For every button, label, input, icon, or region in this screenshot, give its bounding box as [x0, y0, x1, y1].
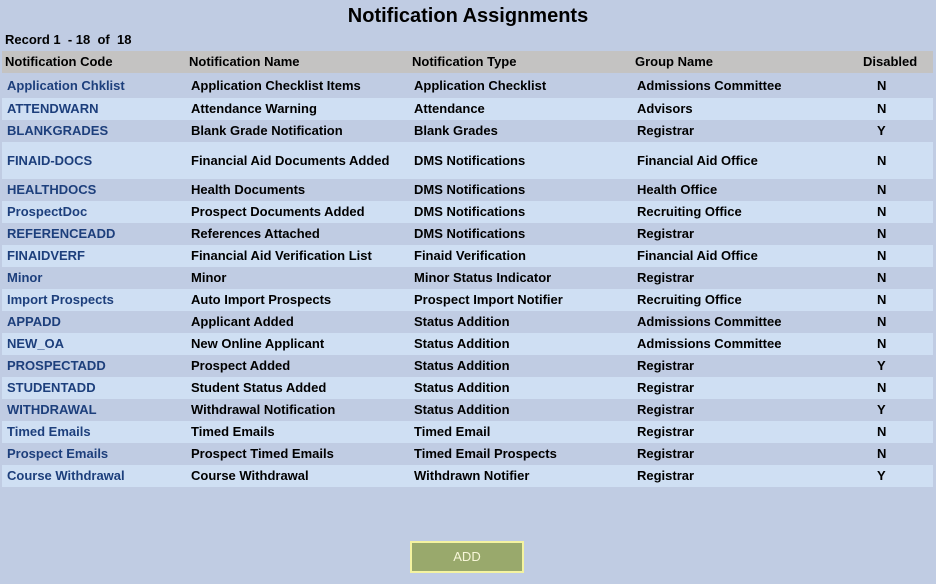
notification-type-cell: Blank Grades: [409, 120, 632, 142]
record-count: Record 1 - 18 of 18: [5, 32, 132, 47]
page-title: Notification Assignments: [347, 5, 589, 27]
table-row: [2, 120, 933, 142]
group-name-cell: Financial Aid Office: [632, 142, 853, 179]
group-name-cell: Registrar: [632, 120, 853, 142]
notification-type-cell: Application Checklist: [409, 73, 632, 98]
notification-type-cell: Prospect Import Notifier: [409, 289, 632, 311]
notification-code-link[interactable]: STUDENTADD: [2, 377, 186, 399]
notification-code-link[interactable]: Import Prospects: [2, 289, 186, 311]
table-row: [2, 443, 933, 465]
notification-name-cell: Auto Import Prospects: [186, 289, 409, 311]
group-name-cell: Admissions Committee: [632, 73, 853, 98]
notification-table: [2, 51, 933, 487]
disabled-flag-cell: N: [853, 245, 933, 267]
column-header-name[interactable]: Notification Name: [186, 51, 409, 73]
disabled-flag-cell: Y: [853, 120, 933, 142]
group-name-cell: Recruiting Office: [632, 289, 853, 311]
disabled-flag-cell: N: [853, 289, 933, 311]
notification-name-cell: Applicant Added: [186, 311, 409, 333]
column-header-type[interactable]: Notification Type: [409, 51, 632, 73]
notification-name-cell: References Attached: [186, 223, 409, 245]
notification-code-link[interactable]: REFERENCEADD: [2, 223, 186, 245]
table-row: [2, 142, 933, 179]
group-name-cell: Health Office: [632, 179, 853, 201]
table-row: [2, 333, 933, 355]
table-row: [2, 201, 933, 223]
notification-type-cell: Timed Email: [409, 421, 632, 443]
notification-name-cell: Application Checklist Items: [186, 73, 409, 98]
notification-type-cell: DMS Notifications: [409, 179, 632, 201]
notification-type-cell: Withdrawn Notifier: [409, 465, 632, 487]
notification-name-cell: New Online Applicant: [186, 333, 409, 355]
disabled-flag-cell: N: [853, 179, 933, 201]
notification-name-cell: Minor: [186, 267, 409, 289]
table-row: [2, 311, 933, 333]
notification-type-cell: Timed Email Prospects: [409, 443, 632, 465]
notification-type-cell: Status Addition: [409, 311, 632, 333]
group-name-cell: Registrar: [632, 399, 853, 421]
column-header-disabled[interactable]: Disabled: [853, 51, 933, 73]
disabled-flag-cell: Y: [853, 355, 933, 377]
table-row: [2, 223, 933, 245]
notification-code-link[interactable]: WITHDRAWAL: [2, 399, 186, 421]
notification-type-cell: Status Addition: [409, 377, 632, 399]
notification-type-cell: DMS Notifications: [409, 142, 632, 179]
notification-code-link[interactable]: ATTENDWARN: [2, 98, 186, 120]
notification-name-cell: Blank Grade Notification: [186, 120, 409, 142]
notification-code-link[interactable]: HEALTHDOCS: [2, 179, 186, 201]
table-row: [2, 98, 933, 120]
group-name-cell: Admissions Committee: [632, 311, 853, 333]
disabled-flag-cell: N: [853, 201, 933, 223]
table-header-row: [2, 51, 933, 73]
table-row: [2, 355, 933, 377]
notification-name-cell: Health Documents: [186, 179, 409, 201]
group-name-cell: Registrar: [632, 377, 853, 399]
disabled-flag-cell: N: [853, 223, 933, 245]
table-row: [2, 377, 933, 399]
group-name-cell: Registrar: [632, 443, 853, 465]
table-row: [2, 179, 933, 201]
disabled-flag-cell: N: [853, 142, 933, 179]
table-row: [2, 73, 933, 98]
notification-name-cell: Financial Aid Verification List: [186, 245, 409, 267]
disabled-flag-cell: N: [853, 267, 933, 289]
notification-type-cell: DMS Notifications: [409, 201, 632, 223]
table-row: [2, 245, 933, 267]
table-row: [2, 465, 933, 487]
group-name-cell: Admissions Committee: [632, 333, 853, 355]
notification-name-cell: Course Withdrawal: [186, 465, 409, 487]
notification-code-link[interactable]: NEW_OA: [2, 333, 186, 355]
notification-code-link[interactable]: PROSPECTADD: [2, 355, 186, 377]
disabled-flag-cell: N: [853, 311, 933, 333]
group-name-cell: Registrar: [632, 465, 853, 487]
disabled-flag-cell: N: [853, 98, 933, 120]
table-row: [2, 421, 933, 443]
notification-type-cell: Minor Status Indicator: [409, 267, 632, 289]
column-header-code[interactable]: Notification Code: [2, 51, 186, 73]
disabled-flag-cell: N: [853, 73, 933, 98]
notification-type-cell: Status Addition: [409, 333, 632, 355]
group-name-cell: Registrar: [632, 267, 853, 289]
group-name-cell: Registrar: [632, 223, 853, 245]
group-name-cell: Recruiting Office: [632, 201, 853, 223]
add-button[interactable]: ADD: [410, 541, 524, 573]
notification-name-cell: Withdrawal Notification: [186, 399, 409, 421]
disabled-flag-cell: N: [853, 443, 933, 465]
notification-name-cell: Prospect Documents Added: [186, 201, 409, 223]
notification-name-cell: Student Status Added: [186, 377, 409, 399]
notification-type-cell: DMS Notifications: [409, 223, 632, 245]
group-name-cell: Registrar: [632, 355, 853, 377]
notification-code-link[interactable]: Course Withdrawal: [2, 465, 186, 487]
table-row: [2, 289, 933, 311]
notification-name-cell: Financial Aid Documents Added: [186, 142, 409, 179]
notification-code-link[interactable]: FINAID-DOCS: [2, 142, 186, 179]
disabled-flag-cell: N: [853, 421, 933, 443]
table-row: [2, 399, 933, 421]
disabled-flag-cell: Y: [853, 399, 933, 421]
notification-name-cell: Timed Emails: [186, 421, 409, 443]
notification-code-link[interactable]: BLANKGRADES: [2, 120, 186, 142]
disabled-flag-cell: N: [853, 333, 933, 355]
notification-code-link[interactable]: ProspectDoc: [2, 201, 186, 223]
notification-type-cell: Attendance: [409, 98, 632, 120]
notification-code-link[interactable]: Minor: [2, 267, 186, 289]
notification-code-link[interactable]: Timed Emails: [2, 421, 186, 443]
notification-name-cell: Prospect Timed Emails: [186, 443, 409, 465]
notification-name-cell: Attendance Warning: [186, 98, 409, 120]
group-name-cell: Advisors: [632, 98, 853, 120]
notification-code-link[interactable]: Prospect Emails: [2, 443, 186, 465]
notification-type-cell: Status Addition: [409, 355, 632, 377]
notification-name-cell: Prospect Added: [186, 355, 409, 377]
table-row: [2, 267, 933, 289]
disabled-flag-cell: N: [853, 377, 933, 399]
notification-type-cell: Status Addition: [409, 399, 632, 421]
group-name-cell: Financial Aid Office: [632, 245, 853, 267]
notification-code-link[interactable]: FINAIDVERF: [2, 245, 186, 267]
disabled-flag-cell: Y: [853, 465, 933, 487]
notification-type-cell: Finaid Verification: [409, 245, 632, 267]
column-header-group[interactable]: Group Name: [632, 51, 853, 73]
notification-code-link[interactable]: Application Chklist: [2, 73, 186, 98]
notification-code-link[interactable]: APPADD: [2, 311, 186, 333]
group-name-cell: Registrar: [632, 421, 853, 443]
